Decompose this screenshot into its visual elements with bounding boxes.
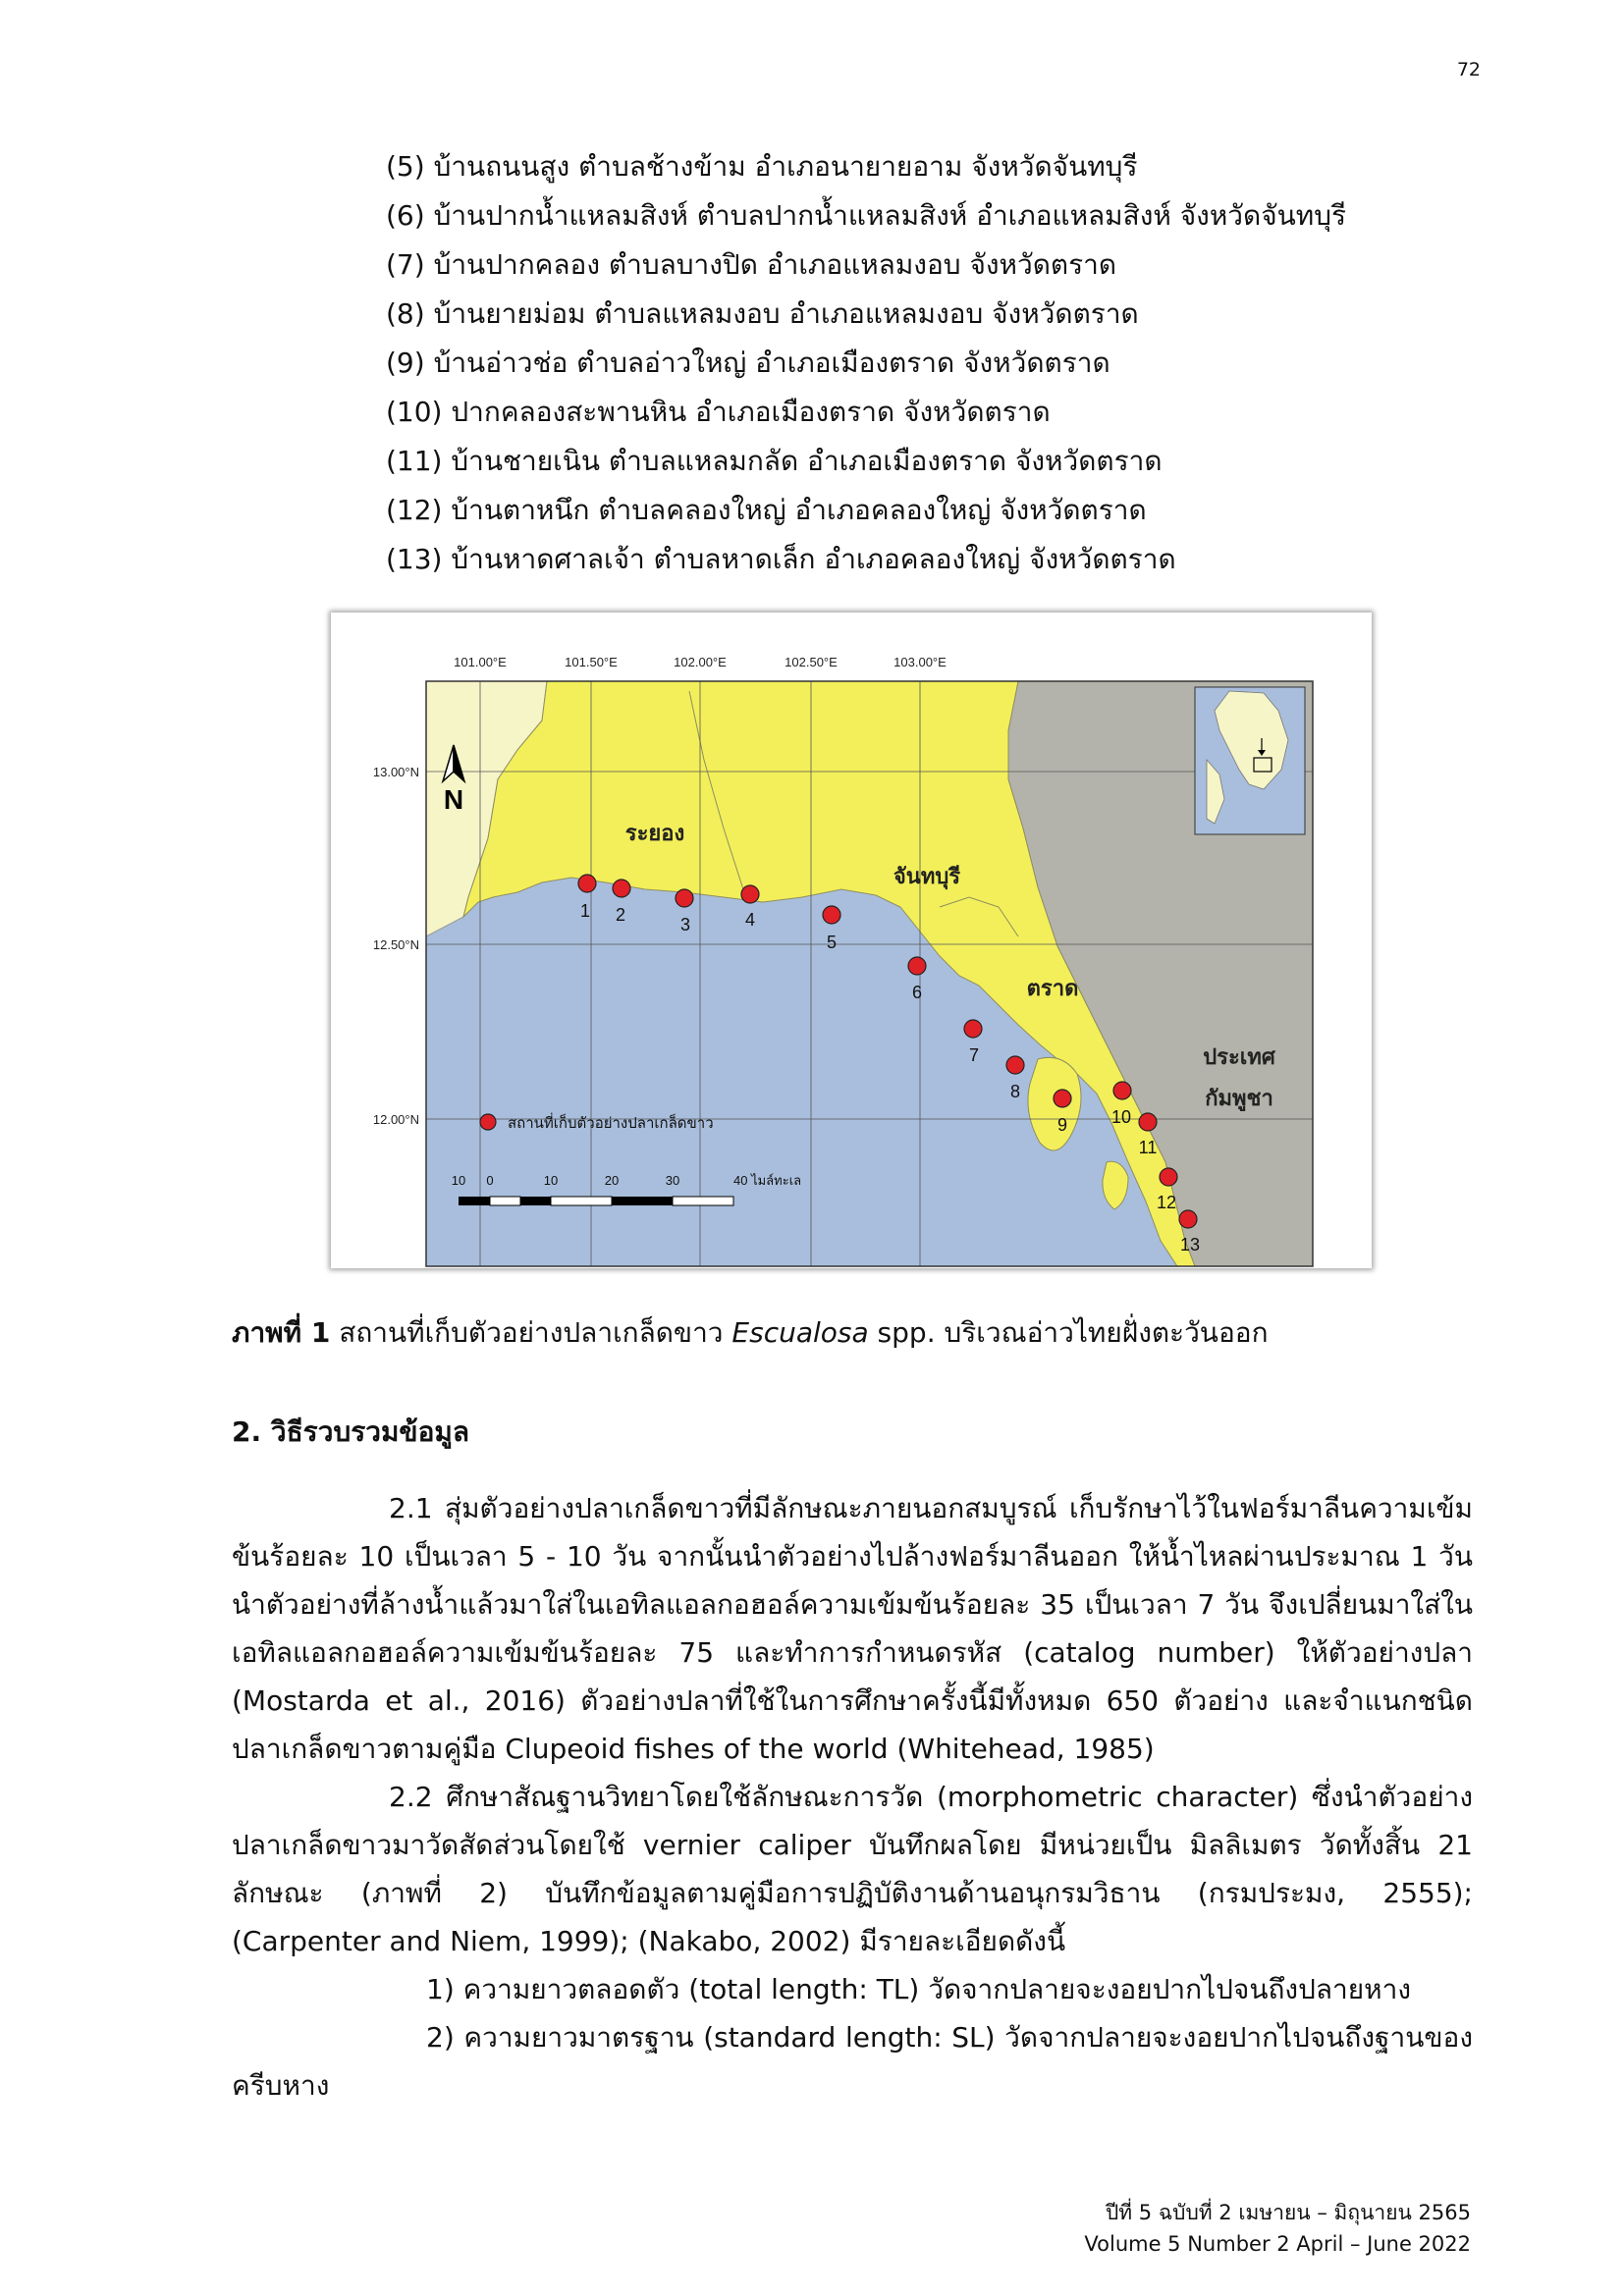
list-item: (12) บ้านตาหนึก ตำบลคลองใหญ่ อำเภอคลองใหญ่ จังหวัดตราด [386, 494, 1147, 526]
longitude-label: 102.50°E [785, 655, 838, 669]
list-item: (10) ปากคลองสะพานหิน อำเภอเมืองตราด จังหวัดตราด [386, 396, 1051, 428]
sampling-sites-list [386, 142, 1346, 584]
page-number: 72 [1456, 59, 1481, 80]
scale-label: 0 [486, 1173, 494, 1188]
site-marker [578, 875, 596, 892]
caption-text: สถานที่เก็บตัวอย่างปลาเกล็ดขาว [330, 1316, 732, 1349]
legend-marker [480, 1114, 496, 1130]
site-number: 4 [744, 910, 756, 930]
site-number: 2 [615, 905, 626, 925]
site-number: 7 [968, 1045, 980, 1065]
site-number: 1 [579, 901, 591, 921]
site-marker [1006, 1056, 1024, 1074]
site-marker [1179, 1210, 1197, 1228]
site-marker [1160, 1168, 1177, 1186]
latitude-label: 12.00°N [372, 1112, 419, 1127]
list-item: (5) บ้านถนนสูง ตำบลช้างข้าม อำเภอนายายอาม จังหวัดจันทบุรี [386, 150, 1138, 183]
list-item: (8) บ้านยายม่อม ตำบลแหลมงอบ อำเภอแหลมงอบ จังหวัดตราด [386, 297, 1139, 330]
scale-label: 10 [451, 1173, 466, 1188]
site-marker [676, 889, 693, 907]
site-number: 10 [1110, 1107, 1132, 1127]
longitude-label: 103.00°E [893, 655, 947, 669]
list-item-total-length: 1) ความยาวตลอดตัว (total length: TL) วัดจากปลายจะงอยปากไปจนถึงปลายหาง [426, 1973, 1412, 2005]
country-label-line1: ประเทศ [1203, 1044, 1275, 1069]
longitude-label: 101.50°E [565, 655, 618, 669]
site-marker [964, 1020, 982, 1038]
site-number: 8 [1009, 1082, 1021, 1101]
sampling-map [331, 613, 1372, 1268]
inset-locator-map [1195, 687, 1305, 834]
site-number: 9 [1056, 1115, 1068, 1135]
footer-volume-thai: ปีที่ 5 ฉบับที่ 2 เมษายน – มิถุนายน 2565 [1105, 2201, 1471, 2224]
site-number: 12 [1156, 1193, 1177, 1212]
list-item: (6) บ้านปากน้ำแหลมสิงห์ ตำบลปากน้ำแหลมสิงห์ อำเภอแหลมสิงห์ จังหวัดจันทบุรี [386, 199, 1347, 232]
site-marker [1054, 1090, 1071, 1107]
sampling-map-figure [331, 613, 1372, 1268]
list-item-standard-length: 2) ความยาวมาตรฐาน (standard length: SL) วัดจากปลายจะงอยปากไปจนถึงฐานของครีบหาง [232, 2021, 1473, 2102]
latitude-label: 13.00°N [372, 765, 419, 779]
site-number: 6 [911, 983, 923, 1002]
scale-label: 40 ไมล์ทะเล [733, 1173, 802, 1188]
longitude-label: 102.00°E [674, 655, 727, 669]
scale-label: 10 [543, 1173, 559, 1188]
figure-caption [232, 1311, 1269, 1355]
country-label-line2: กัมพูชา [1205, 1086, 1273, 1110]
site-marker [823, 906, 840, 924]
site-marker [1113, 1082, 1131, 1099]
site-number: 11 [1138, 1138, 1158, 1157]
latitude-label: 12.50°N [372, 937, 419, 952]
site-marker [613, 880, 630, 897]
scale-label: 20 [604, 1173, 620, 1188]
paragraph-2-2: 2.2 ศึกษาสัณฐานวิทยาโดยใช้ลักษณะการวัด (morphometric character) ซึ่งนำตัวอย่างปลาเกล็ดขาวมาวัดสัดส่วนโดยใช้ vernier caliper บันทึกผลโดย มีหน่วยเป็น มิลลิเมตร วัดทั้งสิ้น 21 ลักษณะ (ภาพที่ 2) บันทึกข้อมูลตามคู่มือการปฏิบัติงานด้านอนุกรมวิธาน (กรมประมง, 2555); (Carpenter and Niem, 1999); (Nakabo, 2002) มีรายละเอียดดังนี้ [232, 1781, 1473, 1957]
site-number: 13 [1179, 1235, 1201, 1255]
caption-text: spp. บริเวณอ่าวไทยฝั่งตะวันออก [868, 1316, 1269, 1349]
list-item: (9) บ้านอ่าวช่อ ตำบลอ่าวใหญ่ อำเภอเมืองตราด จังหวัดตราด [386, 347, 1110, 379]
footer-volume-english: Volume 5 Number 2 April – June 2022 [1084, 2232, 1471, 2256]
site-number: 5 [826, 933, 838, 952]
site-number: 3 [679, 915, 691, 934]
scale-label: 30 [665, 1173, 680, 1188]
province-label-chanthaburi: จันทบุรี [893, 864, 961, 888]
site-marker [1139, 1113, 1157, 1131]
caption-genus: Escualosa [731, 1316, 869, 1349]
paragraph-2-1: 2.1 สุ่มตัวอย่างปลาเกล็ดขาวที่มีลักษณะภายนอกสมบูรณ์ เก็บรักษาไว้ในฟอร์มาลีนความเข้มข้นร้อยละ 10 เป็นเวลา 5 - 10 วัน จากนั้นนำตัวอย่างไปล้างฟอร์มาลีนออก ให้น้ำไหลผ่านประมาณ 1 วัน นำตัวอย่างที่ล้างน้ำแล้วมาใส่ในเอทิลแอลกอฮอล์ความเข้มข้นร้อยละ 35 เป็นเวลา 7 วัน จึงเปลี่ยนมาใส่ในเอทิลแอลกอฮอล์ความเข้มข้นร้อยละ 75 และทำการกำหนดรหัส (catalog number) ให้ตัวอย่างปลา (Mostarda et al., 2016) ตัวอย่างปลาที่ใช้ในการศึกษาครั้งนี้มีทั้งหมด 650 ตัวอย่าง และจำแนกชนิดปลาเกล็ดขาวตามคู่มือ Clupeoid fishes of the world (Whitehead, 1985) [232, 1492, 1473, 1765]
province-label-rayong: ระยอง [624, 821, 685, 845]
north-label: N [443, 784, 464, 815]
list-item: (11) บ้านชายเนิน ตำบลแหลมกลัด อำเภอเมืองตราด จังหวัดตราด [386, 445, 1163, 477]
list-item: (13) บ้านหาดศาลเจ้า ตำบลหาดเล็ก อำเภอคลองใหญ่ จังหวัดตราด [386, 543, 1176, 575]
province-label-trat: ตราด [1026, 976, 1079, 1000]
section-heading: 2. วิธีรวบรวมข้อมูล [232, 1415, 470, 1448]
list-item: (7) บ้านปากคลอง ตำบลบางปิด อำเภอแหลมงอบ จังหวัดตราด [386, 248, 1117, 281]
site-marker [741, 885, 759, 903]
longitude-label: 101.00°E [454, 655, 507, 669]
legend-label: สถานที่เก็บตัวอย่างปลาเกล็ดขาว [508, 1115, 714, 1132]
site-marker [908, 957, 926, 975]
figure-label: ภาพที่ 1 [232, 1316, 331, 1349]
